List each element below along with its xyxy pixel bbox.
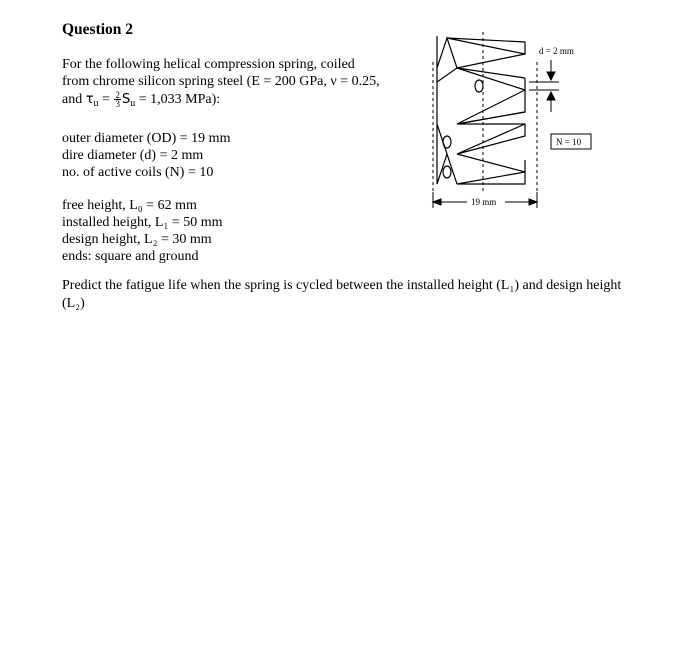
- tau-subscript: u: [93, 98, 99, 109]
- two-thirds-fraction: [114, 91, 121, 108]
- active-coils-label: N = 10: [556, 137, 582, 147]
- ends-spec: ends: square and ground: [62, 249, 199, 264]
- spring-coil-bottom: [457, 154, 525, 184]
- spring-coil-top: [447, 38, 525, 54]
- installed-height-spec: installed height, L₁ = 50 mm: [62, 215, 223, 230]
- free-height-spec: free height, L₀ = 62 mm: [62, 198, 197, 213]
- spring-diagram: [425, 32, 605, 217]
- question-title: Question 2: [62, 21, 134, 38]
- and-text: and: [62, 92, 83, 107]
- s-symbol: S: [121, 92, 131, 107]
- d-arrow-top-head: [547, 72, 555, 80]
- prompt-text: Predict the fatigue life when the spring is cycled between the installed height (L₁) and design height (L₂): [62, 278, 622, 311]
- equals-sign: =: [102, 92, 110, 107]
- ultimate-strength-value: = 1,033 MPa):: [138, 92, 221, 107]
- active-coils-spec: no. of active coils (N) = 10: [62, 165, 214, 180]
- d-arrow-bottom-head: [547, 92, 555, 100]
- outer-diameter-spec: outer diameter (OD) = 19 mm: [62, 131, 231, 146]
- fraction-numerator: 2: [115, 90, 120, 101]
- outer-diameter-label: 19 mm: [471, 197, 497, 207]
- s-subscript: u: [130, 98, 136, 109]
- coil-end-loop-3: [443, 166, 451, 178]
- intro-line-3: [62, 91, 220, 112]
- spring-coil-upper-mid: [457, 54, 525, 90]
- design-height-spec: design height, L₂ = 30 mm: [62, 232, 212, 247]
- coil-end-loop-1: [475, 80, 483, 92]
- coil-end-loop-2: [443, 136, 451, 148]
- od-arrow-right: [529, 199, 537, 205]
- fraction-denominator: 3: [115, 99, 120, 110]
- spring-coil-left: [437, 36, 457, 184]
- intro-line-1: For the following helical compression spring, coiled: [62, 57, 355, 72]
- intro-line-2: from chrome silicon spring steel (E = 200 GPa, ν = 0.25,: [62, 74, 380, 89]
- od-arrow-left: [433, 199, 441, 205]
- tau-symbol: τ: [85, 92, 94, 107]
- wire-diameter-spec: dire diameter (d) = 2 mm: [62, 148, 204, 163]
- wire-diameter-label: d = 2 mm: [539, 46, 574, 56]
